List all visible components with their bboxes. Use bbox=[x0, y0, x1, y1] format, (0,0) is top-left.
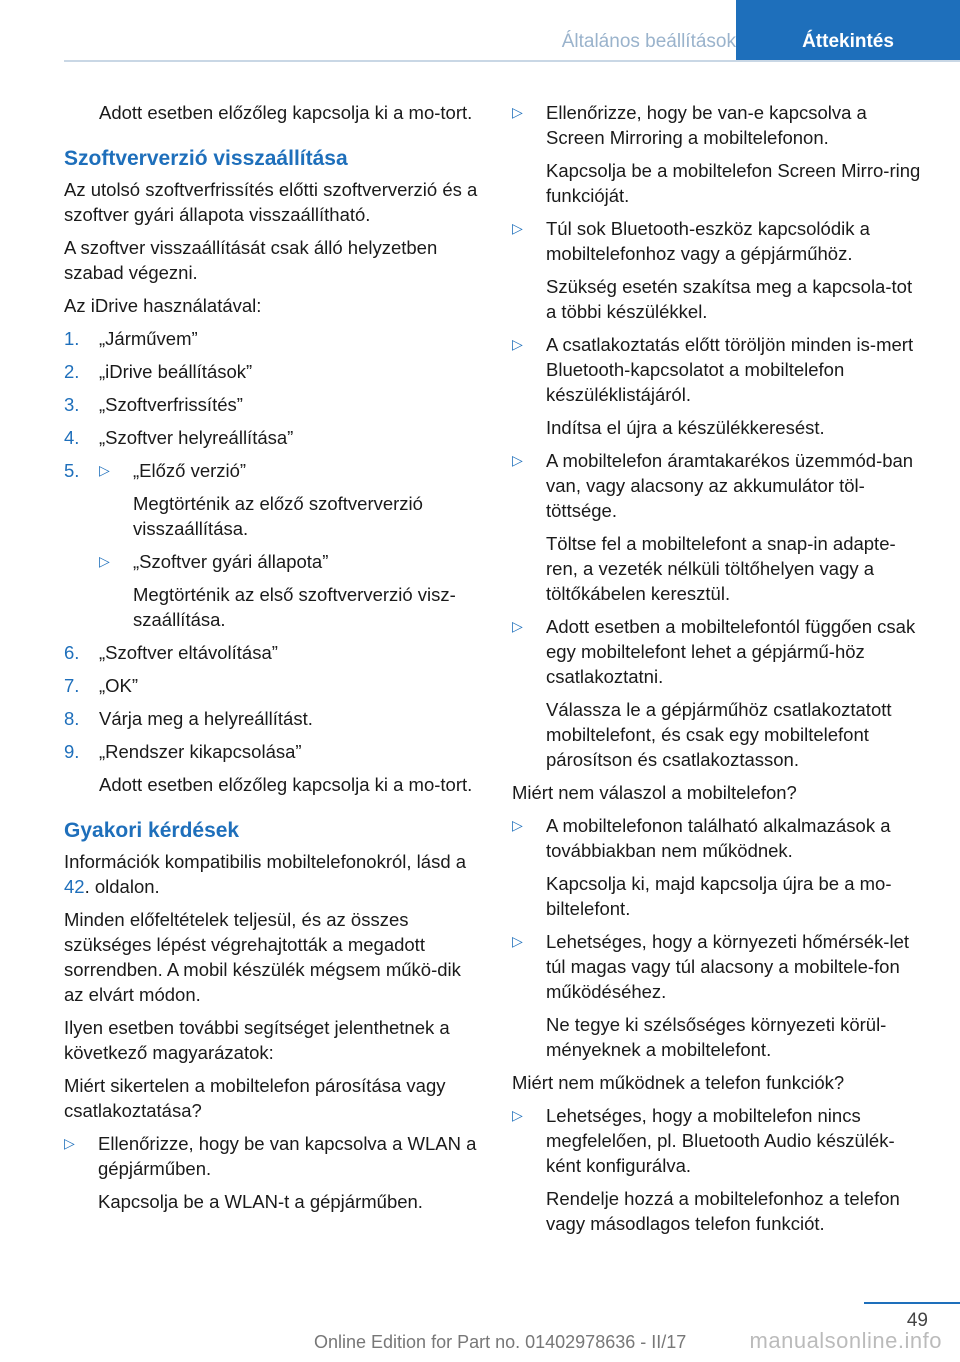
bullet-note: Töltse fel a mobiltelefont a snap-in adapte-ren, a vezeték nélküli töltőhelyen vagy a töltőkábelen keresztül. bbox=[546, 533, 896, 604]
list-item bbox=[64, 392, 479, 417]
steps-list bbox=[64, 326, 479, 797]
paragraph: A szoftver visszaállítását csak álló helyzetben szabad végezni. bbox=[64, 237, 438, 283]
list-item bbox=[512, 100, 927, 208]
heading-faq: Gyakori kérdések bbox=[64, 819, 240, 842]
step-text: „Szoftver helyreállítása” bbox=[99, 427, 294, 448]
option-note: Megtörténik az előző szoftververzió visszaállítása. bbox=[133, 493, 423, 539]
step-number: 7. bbox=[64, 675, 80, 696]
triangle-bullet-icon: ▷ bbox=[512, 104, 523, 120]
triangle-bullet-icon: ▷ bbox=[512, 220, 523, 236]
sub-options bbox=[99, 458, 479, 632]
triangle-bullet-icon: ▷ bbox=[512, 1107, 523, 1123]
step-number: 4. bbox=[64, 427, 80, 448]
list-item bbox=[64, 1131, 479, 1214]
bullet-text: A mobiltelefon áramtakarékos üzemmód-ban van, vagy alacsony az akkumulátor töl-töttsége. bbox=[546, 450, 914, 521]
edition-note: Online Edition for Part no. 01402978636 - II/17 bbox=[314, 1332, 687, 1352]
left-column bbox=[64, 100, 479, 1222]
list-item bbox=[64, 458, 479, 632]
bullet-note: Ne tegye ki szélsőséges környezeti körül-ményeknek a mobiltelefont. bbox=[546, 1014, 887, 1060]
step-note: Adott esetben előzőleg kapcsolja ki a mo-tort. bbox=[99, 774, 473, 795]
bullet-text: Túl sok Bluetooth-eszköz kapcsolódik a mobiltelefonhoz vagy a gépjárműhöz. bbox=[546, 218, 870, 264]
triangle-bullet-icon: ▷ bbox=[512, 933, 523, 949]
watermark: manualsonline.info bbox=[749, 1328, 942, 1353]
step-number: 8. bbox=[64, 708, 80, 729]
tab-overview[interactable]: Áttekintés bbox=[736, 0, 960, 62]
triangle-bullet-icon: ▷ bbox=[512, 618, 523, 634]
list-item bbox=[512, 813, 927, 921]
step-text: „OK” bbox=[99, 675, 139, 696]
step-number: 1. bbox=[64, 328, 80, 349]
question: Miért sikertelen a mobiltelefon párosítása vagy csatlakoztatása? bbox=[64, 1075, 446, 1121]
bullet-list bbox=[512, 813, 927, 1062]
bullet-note: Válassza le a gépjárműhöz csatlakoztatott mobiltelefont, és csak egy mobiltelefont párosítson és csatlakoztasson. bbox=[546, 699, 892, 770]
bullet-text: Lehetséges, hogy a környezeti hőmérsék-let túl magas vagy túl alacsony a mobiltele-fon működéséhez. bbox=[546, 931, 910, 1002]
list-item bbox=[64, 640, 479, 665]
list-item bbox=[512, 448, 927, 606]
triangle-bullet-icon: ▷ bbox=[64, 1135, 75, 1151]
bullet-note: Kapcsolja ki, majd kapcsolja újra be a mo-biltelefont. bbox=[546, 873, 892, 919]
triangle-bullet-icon: ▷ bbox=[99, 462, 110, 478]
paragraph: Minden előfeltételek teljesül, és az összes szükséges lépést végrehajtották a megadott sorrendben. A mobil készülék mégsem műkö-dik az elvárt módon. bbox=[64, 909, 461, 1005]
page-number: 49 bbox=[906, 1310, 928, 1331]
bullet-text: Ellenőrizze, hogy be van kapcsolva a WLAN a gépjárműben. bbox=[98, 1133, 477, 1179]
bullet-text: Lehetséges, hogy a mobiltelefon nincs megfelelően, pl. Bluetooth Audio készülék-ként konfigurálva. bbox=[546, 1105, 895, 1176]
list-item bbox=[99, 549, 479, 632]
list-item bbox=[99, 458, 479, 541]
list-item bbox=[64, 425, 479, 450]
paragraph: Ilyen esetben további segítséget jelenthetnek a következő magyarázatok: bbox=[64, 1017, 450, 1063]
question: Miért nem működnek a telefon funkciók? bbox=[512, 1072, 845, 1093]
page-link[interactable]: 42 bbox=[64, 876, 85, 897]
bullet-list bbox=[512, 100, 927, 772]
step-text: „Szoftver eltávolítása” bbox=[99, 642, 278, 663]
step-text: „Járművem” bbox=[99, 328, 198, 349]
list-item bbox=[64, 326, 479, 351]
step-number: 6. bbox=[64, 642, 80, 663]
list-item bbox=[512, 1103, 927, 1236]
step-number: 3. bbox=[64, 394, 80, 415]
triangle-bullet-icon: ▷ bbox=[512, 336, 523, 352]
bullet-text: A mobiltelefonon található alkalmazások a továbbiakban nem működnek. bbox=[546, 815, 891, 861]
bullet-note: Rendelje hozzá a mobiltelefonhoz a telefon vagy másodlagos telefon funkciót. bbox=[546, 1188, 900, 1234]
page-number-rule bbox=[864, 1302, 960, 1304]
list-item bbox=[64, 706, 479, 731]
option-title: „Előző verzió” bbox=[133, 460, 247, 481]
list-item bbox=[64, 673, 479, 698]
step-text: „iDrive beállítások” bbox=[99, 361, 253, 382]
intro-note: Adott esetben előzőleg kapcsolja ki a mo-tort. bbox=[99, 102, 473, 123]
step-text: Várja meg a helyreállítást. bbox=[99, 708, 313, 729]
step-text: „Rendszer kikapcsolása” bbox=[99, 741, 302, 762]
list-item bbox=[512, 332, 927, 440]
list-item bbox=[512, 929, 927, 1062]
section-title[interactable]: Általános beállítások bbox=[561, 31, 736, 52]
paragraph: Az utolsó szoftverfrissítés előtti szoftververzió és a szoftver gyári állapota visszaállítható. bbox=[64, 179, 478, 225]
page-footer bbox=[0, 1292, 960, 1362]
bullet-note: Indítsa el újra a készülékkeresést. bbox=[546, 417, 825, 438]
option-title: „Szoftver gyári állapota” bbox=[133, 551, 329, 572]
paragraph bbox=[64, 849, 479, 899]
bullet-list bbox=[64, 1131, 479, 1214]
step-text: „Szoftverfrissítés” bbox=[99, 394, 243, 415]
header-divider bbox=[64, 60, 960, 62]
right-column bbox=[512, 100, 927, 1244]
triangle-bullet-icon: ▷ bbox=[512, 452, 523, 468]
bullet-note: Kapcsolja be a mobiltelefon Screen Mirro-ring funkcióját. bbox=[546, 160, 921, 206]
list-item bbox=[512, 216, 927, 324]
list-item bbox=[64, 739, 479, 797]
step-number: 9. bbox=[64, 741, 80, 762]
page-header bbox=[0, 0, 960, 62]
heading-software-restore: Szoftververzió visszaállítása bbox=[64, 147, 348, 170]
text: . oldalon. bbox=[84, 876, 160, 897]
step-number: 2. bbox=[64, 361, 80, 382]
option-note: Megtörténik az első szoftververzió visz-szaállítása. bbox=[133, 584, 456, 630]
bullet-text: Ellenőrizze, hogy be van-e kapcsolva a Screen Mirroring a mobiltelefonon. bbox=[546, 102, 867, 148]
triangle-bullet-icon: ▷ bbox=[99, 553, 110, 569]
question: Miért nem válaszol a mobiltelefon? bbox=[512, 782, 797, 803]
bullet-text: Adott esetben a mobiltelefontól függően csak egy mobiltelefont lehet a gépjármű-höz csatlakoztatni. bbox=[546, 616, 916, 687]
bullet-list bbox=[512, 1103, 927, 1236]
bullet-note: Szükség esetén szakítsa meg a kapcsola-tot a többi készülékkel. bbox=[546, 276, 913, 322]
step-number: 5. bbox=[64, 460, 80, 481]
list-item bbox=[64, 359, 479, 384]
paragraph: Az iDrive használatával: bbox=[64, 295, 262, 316]
bullet-note: Kapcsolja be a WLAN-t a gépjárműben. bbox=[98, 1191, 423, 1212]
triangle-bullet-icon: ▷ bbox=[512, 817, 523, 833]
bullet-text: A csatlakoztatás előtt töröljön minden is-mert Bluetooth-kapcsolatot a mobiltelefon készüléklistájáról. bbox=[546, 334, 914, 405]
list-item bbox=[512, 614, 927, 772]
text: Információk kompatibilis mobiltelefonokról, lásd a bbox=[64, 851, 467, 872]
